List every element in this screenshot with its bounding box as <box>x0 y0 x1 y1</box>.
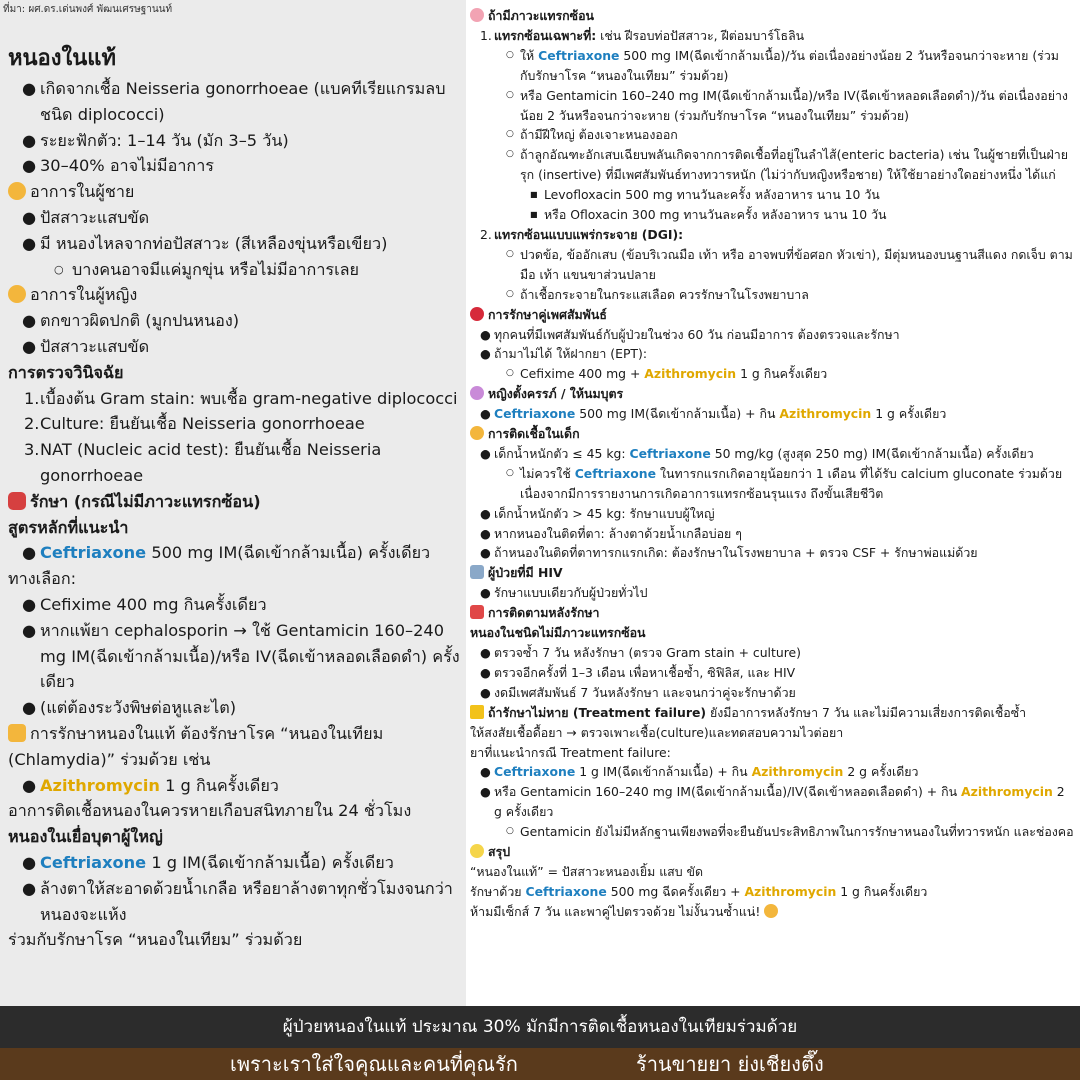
list-item: ● ตกขาวผิดปกติ (มูกปนหนอง) <box>8 308 460 334</box>
list-item: ■ หรือ Ofloxacin 300 mg ทานวันละครั้ง หลังอาหาร นาน 10 วัน <box>470 205 1074 225</box>
list-item: ○ ไม่ควรใช้ Ceftriaxone ในทารกแรกเกิดอายุน้อยกว่า 1 เดือน ที่ได้รับ calcium gluconate ร่วมด้วย เนื่องจากมีการรายงานการเกิดอาการแทรกซ้อนรุนแรง ถึงขั้นเสียชีวิต <box>506 465 1063 501</box>
left-panel <box>0 0 466 1006</box>
woman-emoji-icon <box>8 285 26 303</box>
circle-bullet-icon: ○ <box>506 248 514 259</box>
diagnosis-heading: การตรวจวินิจฉัย <box>8 362 124 382</box>
list-item: ● หากแพ้ยา cephalosporin → ใช้ Gentamicin 160–240 mg IM(ฉีดเข้ากล้ามเนื้อ)/หรือ IV(ฉีดเข้าหลอดเลือดดำ) ครั้งเดียว <box>8 618 460 695</box>
list-item: ● (แต่ต้องระวังพิษต่อหูและไต) <box>8 695 460 721</box>
list-item: ● Cefixime 400 mg กินครั้งเดียว <box>8 592 460 618</box>
list-item: ○ Gentamicin ยังไม่มีหลักฐานเพียงพอที่จะยืนยันประสิทธิภาพในการรักษาหนองในที่ทวารหนัก และช่องคอ <box>470 822 1074 842</box>
drug-name: Ceftriaxone <box>40 543 147 563</box>
bullet-icon: ● <box>480 326 491 342</box>
list-item: ● ล้างตาให้สะอาดด้วยน้ำเกลือ หรือยาล้างตาทุกชั่วโมงจนกว่าหนองจะแห้ง <box>8 876 460 928</box>
chlamydia-note: การรักษาหนองในแท้ ต้องรักษาโรค “หนองในเทียม (Chlamydia)” ร่วมด้วย เช่น <box>8 723 384 769</box>
brain-icon <box>470 8 484 22</box>
list-item: ● ปัสสาวะแสบขัด <box>8 205 460 231</box>
bullet-icon: ● <box>22 311 37 331</box>
bullet-icon: ● <box>22 620 37 640</box>
bullet-icon: ● <box>22 207 37 227</box>
list-item: ● Ceftriaxone 500 mg IM(ฉีดเข้ากล้ามเนื้อ) + กิน Azithromycin 1 g ครั้งเดียว <box>470 404 1074 424</box>
list-item: ● ระยะฟักตัว: 1–14 วัน (มัก 3–5 วัน) <box>8 128 460 154</box>
circle-bullet-icon: ○ <box>506 288 514 299</box>
drug-name: Azithromycin <box>744 883 837 899</box>
bullet-icon: ● <box>480 764 491 780</box>
right-content <box>470 6 1074 922</box>
calendar-icon <box>470 605 484 619</box>
list-item: ● หรือ Gentamicin 160–240 mg IM(ฉีดเข้ากล้ามเนื้อ)/IV(ฉีดเข้าหลอดเลือดดำ) + กิน Azithromycin 2 g ครั้งเดียว <box>480 784 1065 820</box>
bullet-icon: ● <box>480 684 491 700</box>
bullet-icon: ● <box>22 852 37 872</box>
drug-name: Azithromycin <box>751 764 844 780</box>
circle-bullet-icon: ○ <box>506 129 514 140</box>
lightbulb-icon <box>470 844 484 858</box>
pregnant-woman-icon <box>470 386 484 400</box>
bullet-icon: ● <box>22 543 37 563</box>
drug-name: Azithromycin <box>644 366 737 382</box>
list-item: ○ ถ้าเชื้อกระจายในกระแสเลือด ควรรักษาในโรงพยาบาล <box>470 285 1074 305</box>
list-item: ● Azithromycin 1 g กินครั้งเดียว <box>8 773 460 799</box>
list-item: 2. แทรกซ้อนแบบแพร่กระจาย (DGI): <box>480 226 684 242</box>
bullet-icon: ● <box>480 346 491 362</box>
treatment-failure-text: ยาที่แนะนำกรณี Treatment failure: <box>470 744 671 760</box>
treatment-heading: รักษา (กรณีไม่มีภาวะแทรกซ้อน) <box>8 489 460 515</box>
left-content <box>8 44 460 953</box>
list-item: ○ ถ้าลูกอัณฑะอักเสบเฉียบพลันเกิดจากการติดเชื้อที่อยู่ในลำไส้(enteric bacteria) เช่น ในผู้ชายที่เป็นฝ่ายรุก (insertive) ที่มีเพศสัมพันธ์ทางทวารหนัก (ไม่ว่ากับหญิงหรือชาย) ให้ใช้ยาอย่างใดอย่างหนึ่ง ได้แก่ <box>506 147 1069 183</box>
source-credit: ที่มา: ผศ.ดร.เด่นพงศ์ พัฒนเศรษฐานนท์ <box>3 4 173 15</box>
main-regimen-heading: สูตรหลักที่แนะนำ <box>8 517 129 537</box>
pharmacy-name: ร้านขายยา ย่งเชียงตึ๊ง <box>636 1052 824 1076</box>
children-heading: การติดเชื้อในเด็ก <box>470 424 1074 444</box>
summary-line: รักษาด้วย Ceftriaxone 500 mg ฉีดครั้งเดียว + Azithromycin 1 g กินครั้งเดียว <box>470 883 928 899</box>
bullet-icon: ● <box>480 545 491 561</box>
list-item: ● ปัสสาวะแสบขัด <box>8 334 460 360</box>
eye-heading: หนองในเยื่อบุตาผู้ใหญ่ <box>8 827 163 847</box>
treatment-failure-text: ให้สงสัยเชื้อดื้อยา → ตรวจเพาะเชื้อ(culture)และทดสอบความไวต่อยา <box>470 724 844 740</box>
list-item: ● รักษาแบบเดียวกับผู้ป่วยทั่วไป <box>470 583 1074 603</box>
page-title: หนองในแท้ <box>8 46 116 71</box>
bullet-icon: ● <box>480 445 491 461</box>
bullet-icon: ● <box>480 505 491 521</box>
dna-icon <box>470 565 484 579</box>
circle-bullet-icon: ○ <box>54 262 64 276</box>
drug-name: Ceftriaxone <box>525 883 607 899</box>
drug-name: Ceftriaxone <box>494 764 576 780</box>
treatment-failure-heading: ถ้ารักษาไม่หาย (Treatment failure) ยังมีอาการหลังรักษา 7 วัน และไม่มีความเสี่ยงการติดเชื้อซ้ำ <box>470 703 1074 723</box>
list-item: ● ตรวจอีกครั้งที่ 1–3 เดือน เพื่อหาเชื้อซ้ำ, ซิฟิลิส, และ HIV <box>470 663 1074 683</box>
list-item: ● Ceftriaxone 1 g IM(ฉีดเข้ากล้ามเนื้อ) + กิน Azithromycin 2 g ครั้งเดียว <box>470 762 1074 782</box>
list-item: ● งดมีเพศสัมพันธ์ 7 วันหลังรักษา และจนกว่าคู่จะรักษาด้วย <box>470 683 1074 703</box>
followup-subheading: หนองในชนิดไม่มีภาวะแทรกซ้อน <box>470 625 646 641</box>
bullet-icon: ● <box>22 878 37 898</box>
bullet-icon: ● <box>480 406 491 422</box>
followup-heading: การติดตามหลังรักษา <box>470 603 1074 623</box>
bullet-icon: ● <box>480 525 491 541</box>
bullet-icon: ● <box>22 156 37 176</box>
list-item: ● เกิดจากเชื้อ Neisseria gonorrhoeae (แบคทีเรียแกรมลบชนิด diplococci) <box>8 76 460 128</box>
female-heading: อาการในผู้หญิง <box>8 282 460 308</box>
bullet-icon: ● <box>22 775 37 795</box>
partner-heading: การรักษาคู่เพศสัมพันธ์ <box>470 305 1074 325</box>
list-item: ● หากหนองในติดที่ตา: ล้างตาด้วยน้ำเกลือบ่อย ๆ <box>470 524 1074 544</box>
cure-note: อาการติดเชื้อหนองในควรหายเกือบสนิทภายใน 24 ชั่วโมง <box>8 801 412 821</box>
list-item: ○ ให้ Ceftriaxone 500 mg IM(ฉีดเข้ากล้ามเนื้อ)/วัน ต่อเนื่องอย่างน้อย 2 วันหรือจนกว่าจะหาย (ร่วมกับรักษาโรค “หนองในเทียม” ร่วมด้วย) <box>506 47 1059 83</box>
bullet-icon: ● <box>480 784 491 800</box>
list-item: ● เด็กน้ำหนักตัว ≤ 45 kg: Ceftriaxone 50 mg/kg (สูงสุด 250 mg) IM(ฉีดเข้ากล้ามเนื้อ) ครั้งเดียว <box>470 444 1074 464</box>
bullet-icon: ● <box>480 664 491 680</box>
list-item: 1. แทรกซ้อนเฉพาะที่: เช่น ฝีรอบท่อปัสสาวะ, ฝีต่อมบาร์โธลิน <box>480 27 805 43</box>
drug-name: Ceftriaxone <box>574 465 656 481</box>
bullet-icon: ● <box>22 130 37 150</box>
eye-note: ร่วมกับรักษาโรค “หนองในเทียม” ร่วมด้วย <box>8 930 303 950</box>
pill-icon <box>8 492 26 510</box>
grimace-emoji-icon <box>764 904 778 918</box>
bullet-icon: ● <box>22 233 37 253</box>
male-heading: อาการในผู้ชาย <box>8 179 460 205</box>
summary-line: “หนองในแท้” = ปัสสาวะหนองเยิ้ม แสบ ขัด <box>470 863 704 879</box>
list-item: ● ตรวจซ้ำ 7 วัน หลังรักษา (ตรวจ Gram stain + culture) <box>470 643 1074 663</box>
complications-heading: ถ้ามีภาวะแทรกซ้อน <box>470 6 1074 26</box>
circle-bullet-icon: ○ <box>506 368 514 379</box>
bullet-icon: ● <box>480 585 491 601</box>
bullet-icon: ● <box>480 645 491 660</box>
heart-icon <box>470 307 484 321</box>
bullet-icon: ● <box>22 698 37 718</box>
circle-bullet-icon: ○ <box>506 467 514 478</box>
list-item: 2. Culture: ยืนยันเชื้อ Neisseria gonorrhoeae <box>24 414 365 434</box>
summary-heading: สรุป <box>470 842 1074 862</box>
list-item: ● ถ้าหนองในติดที่ตาทารกแรกเกิด: ต้องรักษาในโรงพยาบาล + ตรวจ CSF + รักษาพ่อแม่ด้วย <box>470 543 1074 563</box>
square-bullet-icon: ■ <box>530 190 538 200</box>
hiv-heading: ผู้ป่วยที่มี HIV <box>470 563 1074 583</box>
circle-bullet-icon: ○ <box>506 89 514 100</box>
pregnancy-heading: หญิงตั้งครรภ์ / ให้นมบุตร <box>470 384 1074 404</box>
list-item: ● Ceftriaxone 1 g IM(ฉีดเข้ากล้ามเนื้อ) ครั้งเดียว <box>8 850 460 876</box>
drug-name: Azithromycin <box>779 406 872 422</box>
bullet-icon: ● <box>22 336 37 356</box>
list-item: ○ ถ้ามีฝีใหญ่ ต้องเจาะหนองออก <box>470 125 1074 145</box>
drug-name: Azithromycin <box>40 775 160 795</box>
list-item: ● 30–40% อาจไม่มีอาการ <box>8 153 460 179</box>
list-item: ● เด็กน้ำหนักตัว > 45 kg: รักษาแบบผู้ใหญ่ <box>470 504 1074 524</box>
drug-name: Azithromycin <box>961 784 1053 800</box>
list-item: ■ Levofloxacin 500 mg ทานวันละครั้ง หลังอาหาร นาน 10 วัน <box>470 185 1074 205</box>
list-item: 1. เบื้องต้น Gram stain: พบเชื้อ gram-negative diplococci <box>24 388 458 408</box>
alternatives-heading: ทางเลือก: <box>8 569 77 589</box>
man-emoji-icon <box>8 182 26 200</box>
list-item: ○ หรือ Gentamicin 160–240 mg IM(ฉีดเข้ากล้ามเนื้อ)/หรือ IV(ฉีดเข้าหลอดเลือดดำ)/วัน ต่อเนื่องอย่างน้อย 2 วันหรือจนกว่าจะหาย (ร่วมกับรักษาโรค “หนองในเทียม” ร่วมด้วย) <box>506 87 1068 123</box>
right-panel <box>466 0 1080 1006</box>
square-bullet-icon: ■ <box>530 210 538 220</box>
pointing-hand-icon <box>8 724 26 742</box>
drug-name: Ceftriaxone <box>629 445 711 461</box>
footer-banner <box>0 1048 1080 1080</box>
list-item: ● ถ้ามาไม่ได้ ให้ฝากยา (EPT): <box>470 344 1074 364</box>
bullet-icon: ● <box>22 594 37 614</box>
drug-name: Ceftriaxone <box>494 406 576 422</box>
footer-slogan: เพราะเราใส่ใจคุณและคนที่คุณรัก <box>230 1052 518 1076</box>
list-item: ○ Cefixime 400 mg + Azithromycin 1 g กินครั้งเดียว <box>470 364 1074 384</box>
info-banner: ผู้ป่วยหนองในแท้ ประมาณ 30% มักมีการติดเชื้อหนองในเทียมร่วมด้วย <box>0 1006 1080 1048</box>
list-item: ● ทุกคนที่มีเพศสัมพันธ์กับผู้ป่วยในช่วง 60 วัน ก่อนมีอาการ ต้องตรวจและรักษา <box>470 325 1074 345</box>
circle-bullet-icon: ○ <box>506 149 514 160</box>
summary-line: ห้ามมีเซ็กส์ 7 วัน และพาคู่ไปตรวจด้วย ไม่งั้นวนซ้ำแน่! <box>470 902 1074 922</box>
list-item: ○ บางคนอาจมีแค่มูกขุ่น หรือไม่มีอาการเลย <box>8 257 460 283</box>
list-item: ● มี หนองไหลจากท่อปัสสาวะ (สีเหลืองขุ่นหรือเขียว) <box>8 231 460 257</box>
circle-bullet-icon: ○ <box>506 826 514 837</box>
list-item: ○ ปวดข้อ, ข้ออักเสบ (ข้อบริเวณมือ เท้า หรือ อาจพบที่ข้อศอก หัวเข่า), มีตุ่มหนองบนฐานสีแดง กดเจ็บ ตามมือ เท้า แขนขาส่วนปลาย <box>506 246 1073 282</box>
list-item: 3. NAT (Nucleic acid test): ยืนยันเชื้อ Neisseria gonorrhoeae <box>24 440 382 485</box>
circle-bullet-icon: ○ <box>506 49 514 60</box>
baby-icon <box>470 426 484 440</box>
list-item: ● Ceftriaxone 500 mg IM(ฉีดเข้ากล้ามเนื้อ) ครั้งเดียว <box>8 540 460 566</box>
bullet-icon: ● <box>22 79 37 98</box>
drug-name: Ceftriaxone <box>40 852 147 872</box>
warning-icon <box>470 705 484 719</box>
drug-name: Ceftriaxone <box>538 47 620 63</box>
